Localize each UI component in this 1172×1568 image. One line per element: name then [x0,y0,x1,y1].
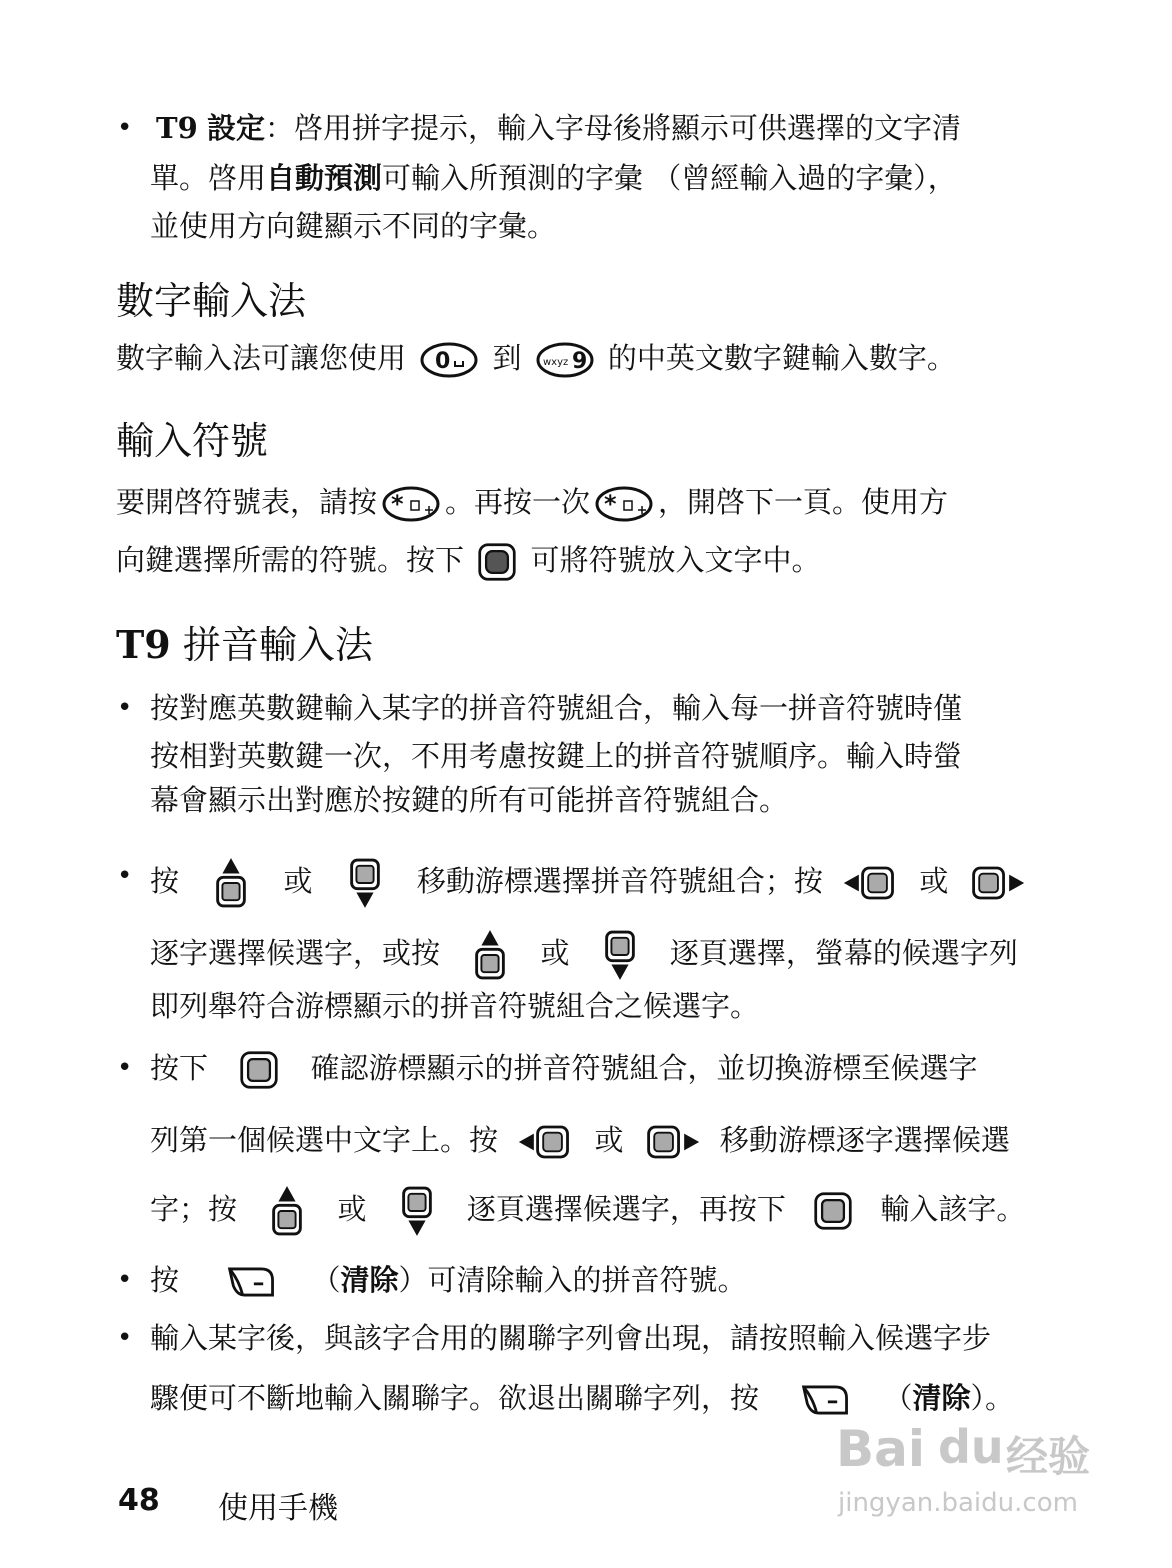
t9-label: T9 [156,111,198,145]
text: 字；按 [150,1192,238,1226]
clear-key-icon [798,1381,854,1419]
key-0-icon [419,341,479,379]
text: 單。啓用 [150,161,267,195]
text: 或 [337,1192,367,1226]
down-key-icon [396,1184,438,1238]
svg-text:*: * [391,490,404,518]
right-key-icon [968,864,1026,902]
ok-key-icon [813,1191,853,1231]
watermark-du: du [938,1420,1004,1474]
clear-label: 清除 [912,1381,971,1415]
text: 逐頁選擇，螢幕的候選字列 [669,936,1018,970]
up-key-icon [210,856,252,910]
watermark-cn: 经验 [1006,1432,1091,1481]
text: 按 [150,1263,180,1297]
text: 可將符號放入文字中。 [530,543,821,577]
t9-settings-label: 設定 [206,111,265,145]
pinyin-b3-line-1 [150,1048,977,1090]
text: 或 [594,1123,624,1157]
bullet: • [117,1323,133,1353]
auto-predict-label: 自動預測 [266,161,383,195]
pinyin-b5-line-1: 輸入某字後，與該字合用的關聯字列會出現，請按照輸入候選字步 [150,1321,992,1355]
text: 數字輸入法可讓您使用 [116,341,407,375]
text: 移動游標逐字選擇候選 [719,1123,1010,1157]
pinyin-b3-line-2 [150,1120,1010,1161]
text: 確認游標顯示的拼音符號組合，並切換游標至候選字 [310,1051,978,1085]
numeric-heading: 數字輸入法 [116,279,307,323]
page-number: 48 [118,1483,160,1518]
pinyin-b2-line-3: 即列舉符合游標顯示的拼音符號組合之候選字。 [150,989,760,1023]
bullet: • [117,113,133,143]
numeric-text [116,338,956,379]
down-key-icon [344,856,386,910]
text: ，開啓下一頁。使用方 [658,485,949,519]
star-key-icon [381,485,441,523]
text: ）可清除輸入的拼音符號。 [398,1263,747,1297]
bullet: • [117,1053,133,1083]
text: 的中英文數字鍵輸入數字。 [607,341,956,375]
t9-settings-line-2 [150,158,957,198]
text: （ [311,1263,341,1297]
star-key-icon [594,485,654,523]
text: 要開啓符號表，請按 [116,485,378,519]
pinyin-b1-line-1: 按對應英數鍵輸入某字的拼音符號組合，輸入每一拼音符號時僅 [150,691,963,725]
bullet: • [117,693,133,723]
pinyin-b2-line-2 [150,928,1018,982]
up-key-icon [266,1184,308,1238]
text: （ [883,1381,913,1415]
text: 可輸入所預測的字彙 （曾經輸入過的字彙）， [382,161,957,195]
right-key-icon [643,1123,701,1161]
symbols-line-1 [116,482,948,523]
text: 列第一個候選中文字上。按 [150,1123,499,1157]
text: ）。 [970,1381,1014,1415]
key-9-icon [535,341,595,379]
key-9-letters: wxyz [542,357,568,368]
text: 按下 [150,1051,209,1085]
left-key-icon [842,864,900,902]
pinyin-b2-line-1 [150,856,1036,910]
pinyin-b5-line-2 [150,1378,1014,1419]
ok-key-icon [239,1050,279,1090]
text: 移動游標選擇拼音符號組合；按 [416,864,823,898]
symbols-heading: 輸入符號 [116,419,269,463]
text: 或 [283,864,313,898]
t9-settings-text: ：啓用拼字提示，輸入字母後將顯示可供選擇的文字清 [265,111,962,145]
text: 驟便可不斷地輸入關聯字。欲退出關聯字列，按 [150,1381,760,1415]
pinyin-heading [116,620,373,670]
left-key-icon [517,1123,575,1161]
up-key-icon [469,928,511,982]
pinyin-b4 [150,1260,747,1301]
section-title: 使用手機 [218,1491,338,1526]
bullet: • [117,861,133,891]
symbols-line-2 [116,540,820,582]
text: 向鍵選擇所需的符號。按下 [116,543,465,577]
watermark-brand: Bai [836,1420,925,1478]
text: 逐字選擇候選字，或按 [150,936,441,970]
text: 到 [492,341,522,375]
pinyin-b3-line-3 [150,1184,1025,1238]
t9-settings-line-3: 並使用方向鍵顯示不同的字彙。 [150,209,557,243]
pinyin-b1-line-3: 幕會顯示出對應於按鍵的所有可能拼音符號組合。 [150,783,789,817]
text: 按 [150,864,180,898]
t9-settings-line-1 [156,108,961,148]
clear-label: 清除 [340,1263,399,1297]
text: 或 [540,936,570,970]
text: 或 [919,864,949,898]
text: 。再按一次 [445,485,591,519]
pinyin-b1-line-2: 按相對英數鍵一次，不用考慮按鍵上的拼音符號順序。輸入時螢 [150,739,963,773]
t9-label: T9 [116,622,171,667]
key-9-digit: 9 [571,349,587,374]
watermark-url: jingyan.baidu.com [838,1488,1078,1518]
text: 輸入該字。 [880,1192,1026,1226]
heading-text: 拼音輸入法 [182,623,373,667]
key-0-digit: 0 [435,349,451,374]
text: 逐頁選擇候選字，再按下 [466,1192,786,1226]
bullet: • [117,1265,133,1295]
svg-text:*: * [604,490,617,518]
clear-key-icon [224,1263,280,1301]
down-key-icon [599,928,641,982]
ok-key-icon [477,542,517,582]
